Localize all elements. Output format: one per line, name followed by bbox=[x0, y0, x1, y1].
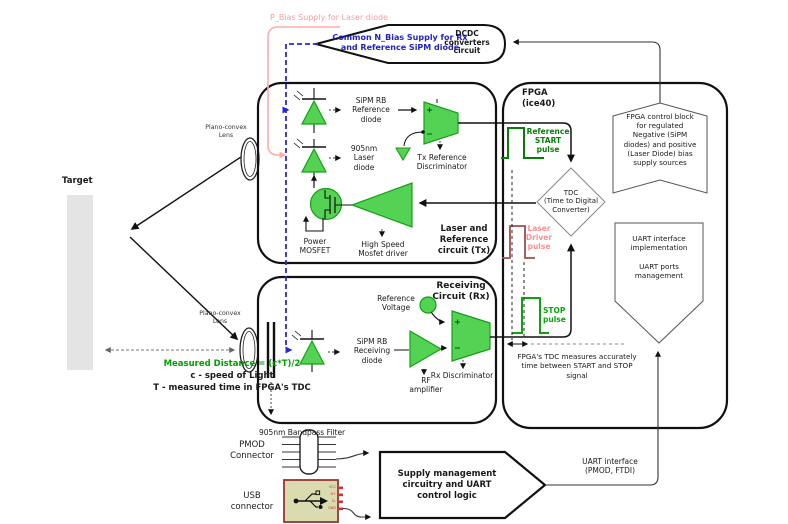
tx-discriminator-opamp bbox=[396, 99, 458, 160]
fpga-title-label: FPGA (ice40) bbox=[522, 88, 556, 110]
rx-discriminator-opamp bbox=[452, 311, 490, 368]
lens-top-label: Plano-convex Lens bbox=[205, 124, 247, 140]
stop-pulse-label: STOP pulse bbox=[543, 306, 566, 324]
rf-amplifier-triangle bbox=[394, 331, 446, 374]
power-mosfet-symbol bbox=[306, 189, 352, 232]
supply-label: Supply management circuitry and UART control logic bbox=[397, 469, 497, 502]
sipm-reference-diode bbox=[294, 88, 340, 133]
target-label: Target bbox=[62, 176, 93, 186]
tdc-note-label: FPGA's TDC measures accurately time between START and STOP signal bbox=[517, 352, 637, 380]
laser-diode-symbol bbox=[294, 139, 340, 188]
pmod-label: PMOD Connector bbox=[230, 440, 274, 461]
ref-voltage-label: Reference Voltage bbox=[377, 294, 415, 313]
lens-bottom-label: Plano-convex Lens bbox=[199, 310, 241, 326]
dcdc-label: DCDC converters circuit bbox=[444, 29, 490, 56]
usb-pin-gnd: GND bbox=[328, 506, 336, 510]
uart-iface-label: UART interface (PMOD, FTDI) bbox=[582, 457, 638, 476]
rf-amp-label: RF amplifier bbox=[409, 376, 443, 395]
laser-beam-tx bbox=[132, 147, 256, 229]
mosfet-driver-triangle bbox=[352, 183, 412, 236]
driver-label: High Speed Mosfet driver bbox=[358, 240, 408, 259]
distance-formula-label: Measured Distance = (c*T)/2 bbox=[163, 359, 301, 369]
distance-t-label: T - measured time in FPGA's TDC bbox=[153, 383, 311, 393]
sipm-ref-label: SiPM RB Reference diode bbox=[352, 96, 390, 124]
plano-convex-lens-top bbox=[241, 138, 259, 180]
laser-pulse-label: Laser Driver pulse bbox=[525, 224, 553, 251]
tx-discriminator-label: Tx Reference Discriminator bbox=[416, 153, 468, 172]
start-pulse-label: Reference START pulse bbox=[526, 127, 570, 154]
uart-banner-label: UART interface implementation UART ports management bbox=[630, 234, 688, 281]
usb-label: USB connector bbox=[230, 491, 274, 512]
n-bias-label: Common N_Bias Supply for Rx and Reference SiPM diode bbox=[332, 33, 468, 53]
control-banner-label: FPGA control block for regulated Negative (SiPM diodes) and positive (Laser Diode) bias supply sources bbox=[623, 112, 697, 168]
power-mosfet-label: Power MOSFET bbox=[299, 237, 331, 256]
bandpass-label: 905nm Bandpass Filter bbox=[259, 428, 346, 437]
rx-title-label: Receiving Circuit (Rx) bbox=[432, 281, 490, 303]
usb-pin-dminus: D- bbox=[332, 499, 336, 503]
laser-diode-label: 905nm Laser diode bbox=[350, 144, 378, 172]
rx-discriminator-label: Rx Discriminator bbox=[430, 371, 494, 380]
tdc-label: TDC (Time to Digital Converter) bbox=[543, 189, 599, 214]
tx-title-label: Laser and Reference circuit (Tx) bbox=[437, 224, 491, 257]
usb-pin-vcc: VCC bbox=[328, 485, 336, 489]
target-bar bbox=[67, 195, 93, 370]
usb-pin-dplus: D+ bbox=[330, 492, 336, 496]
sipm-rx-label: SiPM RB Receiving diode bbox=[353, 337, 391, 365]
p-bias-label: P_Bias Supply for Laser diode bbox=[270, 13, 388, 22]
distance-c-label: c - speed of Light bbox=[190, 371, 274, 381]
